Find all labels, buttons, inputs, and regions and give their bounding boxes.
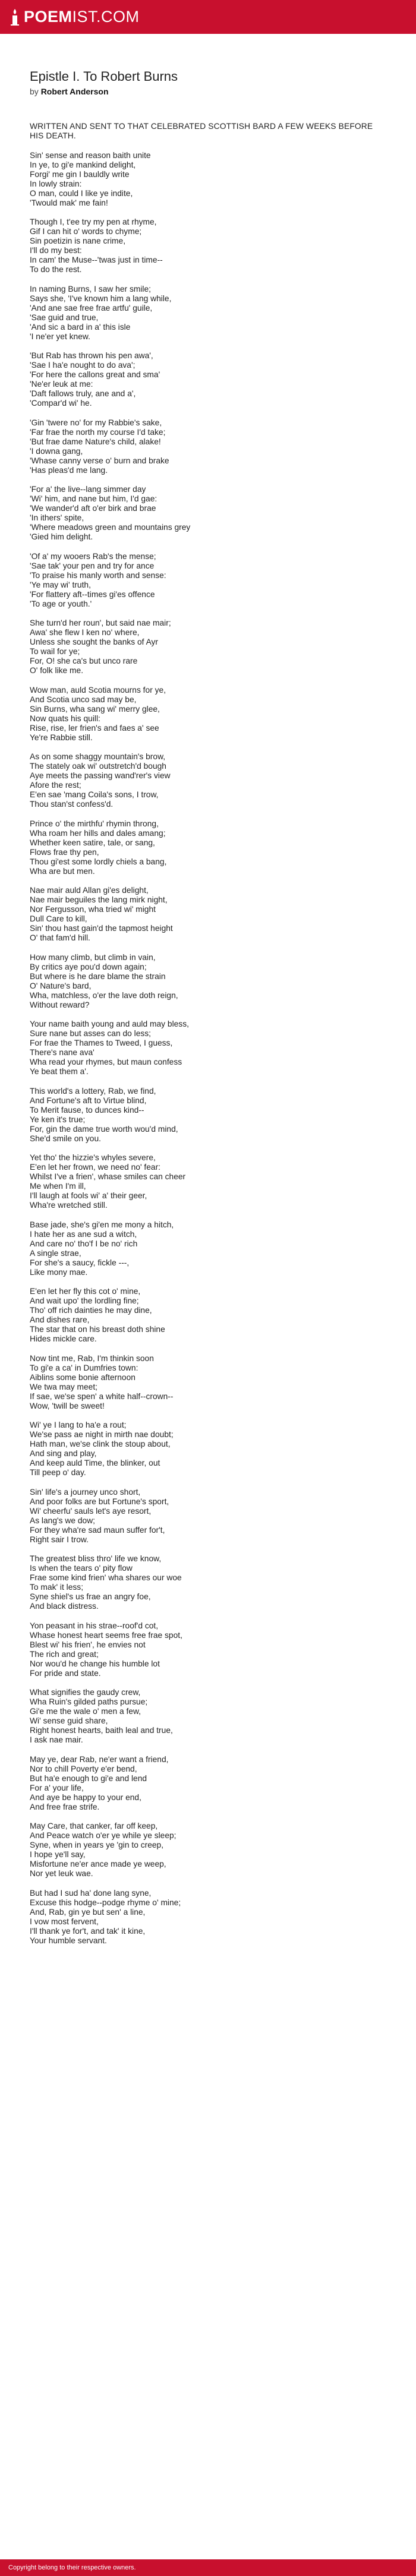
poem-line: In lowly strain:	[30, 179, 82, 188]
poem-line: Wha roam her hills and dales amang;	[30, 828, 166, 838]
poem-line: 'Twould mak' me fain!	[30, 198, 108, 207]
poem-stanza	[30, 1153, 386, 1210]
poem-line: Wha are but men.	[30, 866, 95, 876]
poem-line: Without reward?	[30, 1000, 90, 1009]
poem-line: Unless she sought the banks of Ayr	[30, 637, 159, 646]
poem-line: To gi'e a ca' in Dumfries town:	[30, 1363, 138, 1372]
poem-line: Me when I'm ill,	[30, 1182, 86, 1191]
copyright-text: Copyright belong to their respective owners.	[8, 2564, 136, 2571]
poem-line: This world's a lottery, Rab, we find,	[30, 1086, 156, 1096]
poem-stanza	[30, 217, 386, 274]
poem-line: Sin Burns, wha sang wi' merry glee,	[30, 704, 160, 714]
poem-stanza	[30, 1688, 386, 1745]
poem-stanza	[30, 886, 386, 943]
poem-line: Wha read your rhymes, but maun confess	[30, 1057, 182, 1066]
poem-line: Flows frae thy pen,	[30, 847, 99, 857]
poem-line: 'In ithers' spite,	[30, 513, 84, 522]
poem-line: Though I, t'ee try my pen at rhyme,	[30, 217, 157, 226]
poem-line: For frae the Thames to Tweed, I guess,	[30, 1038, 173, 1047]
site-header	[0, 0, 416, 34]
poem-line: Nor to chill Poverty e'er bend,	[30, 1764, 137, 1773]
poem-line: By critics aye pou'd down again;	[30, 962, 147, 971]
poem-line: To Merit fause, to dunces kind--	[30, 1105, 144, 1115]
poem-line: Yon peasant in his strae--roof'd cot,	[30, 1621, 159, 1630]
poem-line: To mak' it less;	[30, 1583, 84, 1592]
poem-line: Till peep o' day.	[30, 1468, 86, 1477]
poem-line: Hath man, we'se clink the stoup about,	[30, 1439, 171, 1448]
poem-line: To do the rest.	[30, 265, 82, 274]
poem-line: And aye be happy to your end,	[30, 1792, 141, 1802]
poem-line: Wha, matchless, o'er the lave doth reign,	[30, 990, 178, 1000]
poem-line: Sin' sense and reason baith unite	[30, 150, 151, 160]
poem-line: Blest wi' his frien', he envies not	[30, 1640, 146, 1649]
poem-line: And Fortune's aft to Virtue blind,	[30, 1096, 147, 1105]
poem-line: O' Nature's bard,	[30, 981, 92, 990]
poem-line: Sin' thou hast gain'd the tapmost height	[30, 924, 173, 933]
poem-line: 'To praise his manly worth and sense:	[30, 570, 166, 580]
poem-line: In cam' the Muse--'twas just in time--	[30, 255, 163, 264]
poem-line: And Peace watch o'er ye while ye sleep;	[30, 1831, 177, 1840]
poem-line: 'Ne'er leuk at me:	[30, 380, 93, 389]
poem-line: Yet tho' the hizzie's whyles severe,	[30, 1153, 156, 1162]
poem-line: Nae mair auld Allan gi'es delight,	[30, 886, 149, 895]
poem-line: There's nane ava'	[30, 1048, 94, 1057]
poem-line: May Care, that canker, far off keep,	[30, 1821, 158, 1830]
poem-line: 'Ye may wi' truth,	[30, 580, 91, 589]
poem-line: Hides mickle care.	[30, 1334, 97, 1343]
poem-line: We'se pass ae night in mirth nae doubt;	[30, 1430, 174, 1439]
poem-stanza	[30, 1755, 386, 1812]
poem-line: Sin poetizin is nane crime,	[30, 236, 126, 245]
poem-line: I'll thank ye for't, and tak' it kine,	[30, 1926, 146, 1936]
poem-line: 'For a' the live--lang simmer day	[30, 485, 146, 494]
poem-line: Whilst I've a frien', whase smiles can cheer	[30, 1172, 186, 1181]
poem-line: Thou stan'st confess'd.	[30, 800, 114, 809]
poem-line: Gi'e me the wale o' men a few,	[30, 1707, 141, 1716]
poem-line: Wi' cheerfu' sauls let's aye resort,	[30, 1506, 152, 1516]
candle-icon	[8, 8, 21, 26]
poem-line: And dishes rare,	[30, 1315, 90, 1324]
poem-line: And poor folks are but Fortune's sport,	[30, 1497, 169, 1506]
poem-line: Tho' off rich dainties he may dine,	[30, 1306, 152, 1315]
poem-line: 'Wi' him, and nane but him, I'd gae:	[30, 494, 157, 503]
poem-line: 'I downa gang,	[30, 446, 83, 456]
site-logo-text	[24, 9, 140, 25]
poem-body	[30, 151, 386, 1946]
poem-stanza	[30, 1287, 386, 1344]
poem-line: A single strae,	[30, 1248, 81, 1258]
poem-line: Now quats his quill:	[30, 714, 100, 723]
poem-line: And, Rab, gin ye but sen' a line,	[30, 1907, 146, 1917]
poem-line: Right sair I trow.	[30, 1535, 89, 1544]
poem-line: As lang's we dow;	[30, 1516, 95, 1525]
poem-stanza	[30, 1889, 386, 1946]
poem-stanza	[30, 151, 386, 208]
site-logo[interactable]	[8, 8, 140, 26]
poem-line: Nor Fergusson, wha tried wi' might	[30, 905, 156, 914]
poem-line: Syne shiel's us frae an angry foe,	[30, 1592, 151, 1601]
poem-stanza	[30, 351, 386, 408]
poem-line: Misfortune ne'er ance made ye weep,	[30, 1860, 166, 1868]
poem-line: And Scotia unco sad may be,	[30, 694, 137, 704]
poem-line: For pride and state.	[30, 1668, 101, 1678]
poem-stanza	[30, 1019, 386, 1077]
poem-line: In ye, to gi'e mankind delight,	[30, 160, 136, 169]
poem-line: Dull Care to kill,	[30, 914, 87, 923]
poem-line: O' folk like me.	[30, 666, 84, 675]
poem-line: I vow most fervent,	[30, 1917, 99, 1926]
poem-line: Your humble servant.	[30, 1936, 107, 1945]
poem-line: Wow, 'twill be sweet!	[30, 1401, 105, 1410]
poem-line: The rich and great;	[30, 1649, 99, 1659]
poem-line: 'Where meadows green and mountains grey	[30, 523, 191, 532]
poem-line: We twa may meet;	[30, 1382, 97, 1391]
poem-line: For, gin the dame true worth wou'd mind,	[30, 1124, 178, 1134]
poem-stanza	[30, 1554, 386, 1611]
poem-stanza	[30, 1354, 386, 1411]
poem-line: Aiblins some bonie afternoon	[30, 1372, 135, 1382]
poem-line: And free frae strife.	[30, 1802, 100, 1811]
poem-line: Thou gi'est some lordly chiels a bang,	[30, 857, 167, 866]
poem-line: Rise, rise, ler frien's and faes a' see	[30, 723, 159, 733]
poem-line: For, O! she ca's but unco rare	[30, 656, 138, 665]
poem-line: I'll laugh at fools wi' a' their geer,	[30, 1191, 147, 1200]
poem-line: Afore the rest;	[30, 781, 81, 790]
poem-stanza	[30, 618, 386, 675]
poem-line: 'Sae tak' your pen and try for ance	[30, 561, 155, 570]
poem-author[interactable]: Robert Anderson	[40, 87, 109, 96]
poem-line: O man, could I like ye indite,	[30, 188, 133, 198]
poem-stanza	[30, 1420, 386, 1478]
poem-stanza	[30, 285, 386, 342]
poem-stanza	[30, 1488, 386, 1545]
poem-line: 'And sic a bard in a' this isle	[30, 322, 131, 332]
poem-line: E'en let her frown, we need no' fear:	[30, 1163, 161, 1172]
poem-line: 'But Rab has thrown his pen awa',	[30, 351, 153, 360]
poem-line: Your name baith young and auld may bless,	[30, 1019, 189, 1028]
poem-line: Nae mair beguiles the lang mirk night,	[30, 895, 168, 904]
poem-line: But had I sud ha' done lang syne,	[30, 1888, 152, 1898]
poem-line: 'Far frae the north my course I'd take;	[30, 427, 166, 437]
poem-line: In naming Burns, I saw her smile;	[30, 284, 151, 293]
poem-stanza	[30, 552, 386, 609]
logo-prefix: POEM	[24, 8, 73, 26]
poem-line: Wi' sense guid share,	[30, 1716, 108, 1725]
poem-author-line	[30, 86, 386, 97]
poem-line: If sae, we'se spen' a white half--crown--	[30, 1391, 174, 1401]
poem-line: As on some shaggy mountain's brow,	[30, 752, 166, 761]
poem-line: But where is he dare blame the strain	[30, 971, 166, 981]
poem-line: And black distress.	[30, 1602, 99, 1611]
poem-subtitle: WRITTEN AND SENT TO THAT CELEBRATED SCOTTISH BARD A FEW WEEKS BEFORE HIS DEATH.	[30, 122, 373, 140]
poem-line: Nor wou'd he change his humble lot	[30, 1659, 160, 1668]
poem-line: Gif I can hit o' words to chyme;	[30, 227, 142, 236]
poem-line: What signifies the gaudy crew,	[30, 1688, 141, 1697]
poem-line: E'en sae 'mang Coila's sons, I trow,	[30, 790, 159, 799]
poem-line: Syne, when in years ye 'gin to creep,	[30, 1841, 164, 1849]
poem-line: May ye, dear Rab, ne'er want a friend,	[30, 1754, 169, 1764]
poem-line: 'Gied him delight.	[30, 532, 93, 541]
poem-stanza	[30, 1821, 386, 1879]
poem-line: Now tint me, Rab, I'm thinkin soon	[30, 1353, 154, 1363]
poem-line: For a' your life,	[30, 1783, 84, 1792]
poem-line: Wha Ruin's gilded paths pursue;	[30, 1697, 148, 1706]
poem-line: The stately oak wi' outstretch'd bough	[30, 762, 166, 771]
poem-stanza	[30, 953, 386, 1010]
poem-stanza	[30, 485, 386, 542]
poem-line: I hope ye'll say,	[30, 1850, 86, 1859]
poem-line: Awa' she flew I ken no' where,	[30, 628, 140, 637]
poem-line: But ha'e enough to gi'e and lend	[30, 1773, 147, 1783]
poem-line: Ye're Rabbie still.	[30, 733, 93, 742]
poem-line: 'Daft fallows truly, ane and a',	[30, 389, 136, 398]
poem-line: Right honest hearts, baith leal and true,	[30, 1726, 173, 1735]
poem-line: 'But frae dame Nature's child, alake!	[30, 437, 161, 446]
poem-line: E'en let her fly this cot o' mine,	[30, 1287, 141, 1296]
poem-line: I ask nae mair.	[30, 1735, 83, 1744]
poem-line: Says she, 'I've known him a lang while,	[30, 293, 172, 303]
poem-line: 'Whase canny verse o' burn and brake	[30, 456, 169, 465]
poem-line: Forgi' me gin I bauldly write	[30, 169, 130, 179]
poem-line: 'I ne'er yet knew.	[30, 332, 90, 341]
poem-line: Frae some kind frien' wha shares our woe	[30, 1573, 182, 1582]
poem-stanza	[30, 418, 386, 475]
poem-line: And sing and play,	[30, 1449, 97, 1458]
poem-line: For she's a saucy, fickle ---,	[30, 1258, 130, 1267]
poem-line: Nor yet leuk wae.	[30, 1869, 93, 1878]
poem-line: Like mony mae.	[30, 1267, 88, 1277]
poem-line: For they wha're sad maun suffer for't,	[30, 1525, 165, 1535]
poem-line: The star that on his breast doth shine	[30, 1325, 165, 1334]
poem-stanza	[30, 819, 386, 876]
poem-line: 'For flattery aft--times gi'es offence	[30, 589, 155, 599]
poem-stanza	[30, 1087, 386, 1144]
poem-line: I'll do my best:	[30, 246, 82, 255]
author-prefix: by	[30, 87, 41, 96]
poem-line: She'd smile on you.	[30, 1134, 101, 1143]
poem-line: Whase honest heart seems free frae spot,	[30, 1630, 182, 1640]
poem-line: And care no' tho'f I be no' rich	[30, 1239, 138, 1248]
poem-line: Ye beat them a'.	[30, 1067, 89, 1076]
poem-line: Sure nane but asses can do less;	[30, 1029, 152, 1038]
poem-stanza	[30, 686, 386, 743]
poem-line: The greatest bliss thro' life we know,	[30, 1554, 162, 1563]
poem-stanza	[30, 1220, 386, 1277]
poem-line: Is when the tears o' pity flow	[30, 1564, 133, 1573]
poem-line: 'To age or youth.'	[30, 599, 92, 608]
site-footer	[0, 2559, 416, 2576]
poem-line: 'Sae I ha'e nought to do ava';	[30, 361, 135, 370]
logo-suffix: IST.COM	[72, 8, 140, 26]
poem-line: O' that fam'd hill.	[30, 933, 90, 942]
poem-line: Prince o' the mirthfu' rhymin throng,	[30, 819, 159, 828]
poem-line: Whether keen satire, tale, or sang,	[30, 838, 155, 847]
poem-line: To wail for ye;	[30, 647, 80, 656]
poem-line: Wi' ye I lang to ha'e a rout;	[30, 1420, 127, 1429]
poem-line: I hate her as ane sud a witch,	[30, 1229, 137, 1239]
poem-line: 'For here the callons great and sma'	[30, 370, 160, 379]
poem-line: Excuse this hodge--podge rhyme o' mine;	[30, 1898, 181, 1907]
poem-line: 'And ane sae free frae artfu' guile,	[30, 303, 153, 312]
poem-line: And keep auld Time, the blinker, out	[30, 1459, 160, 1467]
poem-stanza	[30, 1621, 386, 1678]
poem-line: Ye ken it's true;	[30, 1115, 86, 1124]
poem-line: 'Sae guid and true,	[30, 312, 99, 322]
poem-line: How many climb, but climb in vain,	[30, 952, 156, 962]
poem-line: And wait upo' the lordling fine;	[30, 1296, 139, 1305]
poem-line: 'Gin 'twere no' for my Rabbie's sake,	[30, 418, 162, 427]
poem-line: 'Compar'd wi' he.	[30, 399, 92, 408]
poem-line: Wow man, auld Scotia mourns for ye,	[30, 685, 166, 694]
poem-line: She turn'd her roun', but said nae mair;	[30, 618, 171, 627]
poem-content	[0, 68, 416, 1946]
poem-line: Wha're wretched still.	[30, 1201, 108, 1210]
poem-line: 'We wander'd aft o'er birk and brae	[30, 504, 156, 513]
poem-line: Base jade, she's gi'en me mony a hitch,	[30, 1220, 174, 1229]
poem-stanza	[30, 752, 386, 809]
poem-line: 'Has pleas'd me lang.	[30, 465, 108, 475]
poem-title: Epistle I. To Robert Burns	[30, 69, 178, 84]
poem-line: 'Of a' my wooers Rab's the mense;	[30, 551, 156, 561]
poem-line: Aye meets the passing wand'rer's view	[30, 771, 171, 780]
poem-line: Sin' life's a journey unco short,	[30, 1487, 141, 1497]
